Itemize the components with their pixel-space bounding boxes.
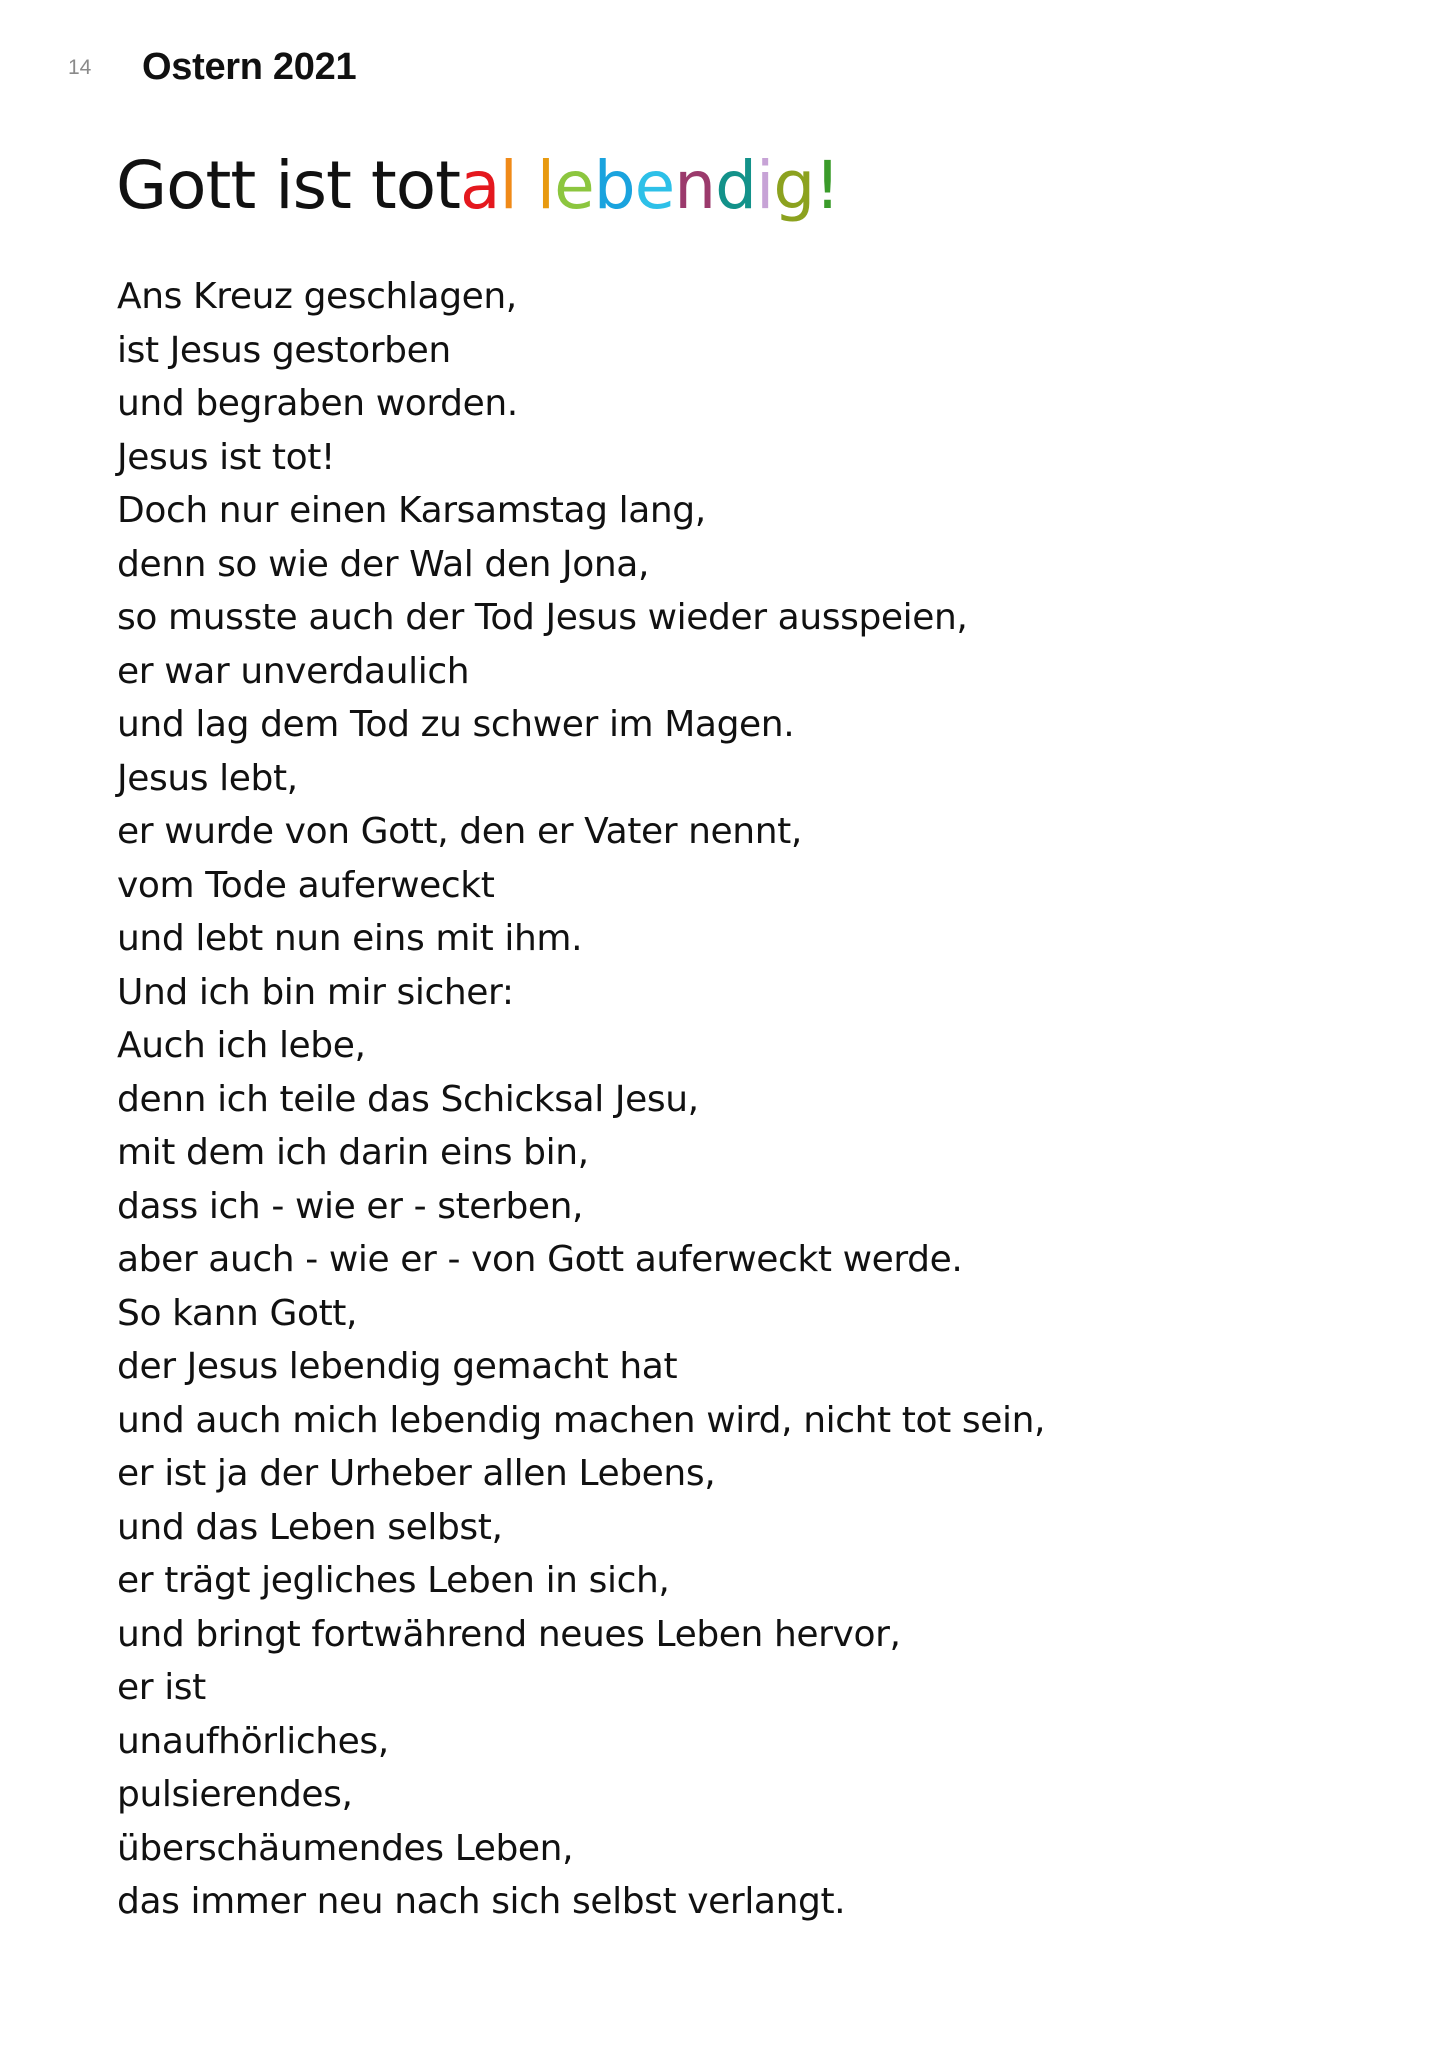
- title-segment: n: [674, 147, 716, 224]
- page-number: 14: [68, 56, 92, 79]
- poem-line: der Jesus lebendig gemacht hat: [117, 1346, 678, 1387]
- poem-line: er ist: [117, 1667, 206, 1708]
- title-segment: b: [593, 147, 635, 224]
- title-segment: !: [814, 147, 840, 224]
- poem-line: dass ich - wie er - sterben,: [117, 1185, 584, 1227]
- poem-line: mit dem ich darin eins bin,: [117, 1132, 589, 1173]
- poem-line: er ist ja der Urheber allen Lebens,: [117, 1453, 716, 1494]
- title-segment: g: [773, 147, 815, 224]
- poem-line: aber auch - wie er - von Gott auferweckt werde.: [117, 1239, 963, 1280]
- title-segment: l: [536, 147, 555, 224]
- running-header: Ostern 2021: [142, 46, 357, 88]
- poem-line: unaufhörliches,: [117, 1720, 389, 1762]
- poem-line: So kann Gott,: [117, 1292, 358, 1334]
- page-title: [116, 146, 840, 226]
- poem-line: Doch nur einen Karsamstag lang,: [117, 490, 706, 531]
- poem-line: denn so wie der Wal den Jona,: [117, 543, 650, 585]
- poem-line: und bringt fortwährend neues Leben hervor,: [117, 1613, 901, 1655]
- poem-line: Auch ich lebe,: [117, 1025, 366, 1066]
- title-segment: l: [499, 147, 517, 224]
- title-segment: d: [715, 147, 756, 224]
- title-segment: i: [755, 147, 774, 224]
- title-segment: e: [634, 147, 675, 224]
- poem-line: denn ich teile das Schicksal Jesu,: [117, 1078, 699, 1120]
- title-segment: Gott ist tot: [116, 147, 460, 224]
- poem-line: pulsierendes,: [117, 1774, 353, 1815]
- poem-line: und das Leben selbst,: [117, 1506, 503, 1548]
- poem-line: und lebt nun eins mit ihm.: [117, 918, 583, 959]
- title-segment: e: [554, 147, 594, 224]
- poem: [117, 270, 1045, 1929]
- poem-line: Und ich bin mir sicher:: [117, 971, 514, 1013]
- title-segment: a: [459, 147, 500, 224]
- poem-line: Jesus ist tot!: [117, 436, 335, 478]
- poem-line: so musste auch der Tod Jesus wieder ausspeien,: [117, 597, 968, 638]
- poem-line: überschäumendes Leben,: [117, 1827, 574, 1869]
- poem-line: und begraben worden.: [117, 383, 518, 424]
- poem-line: er wurde von Gott, den er Vater nennt,: [117, 811, 802, 852]
- poem-line: ist Jesus gestorben: [117, 329, 451, 371]
- poem-line: Ans Kreuz geschlagen,: [117, 276, 517, 317]
- poem-line: und auch mich lebendig machen wird, nicht tot sein,: [117, 1399, 1046, 1441]
- poem-line: Jesus lebt,: [117, 757, 298, 799]
- poem-line: das immer neu nach sich selbst verlangt.: [117, 1881, 846, 1922]
- poem-line: vom Tode auferweckt: [117, 864, 495, 906]
- poem-line: er war unverdaulich: [117, 650, 470, 692]
- title-segment: [517, 147, 537, 224]
- poem-line: er trägt jegliches Leben in sich,: [117, 1560, 670, 1601]
- poem-line: und lag dem Tod zu schwer im Magen.: [117, 704, 795, 745]
